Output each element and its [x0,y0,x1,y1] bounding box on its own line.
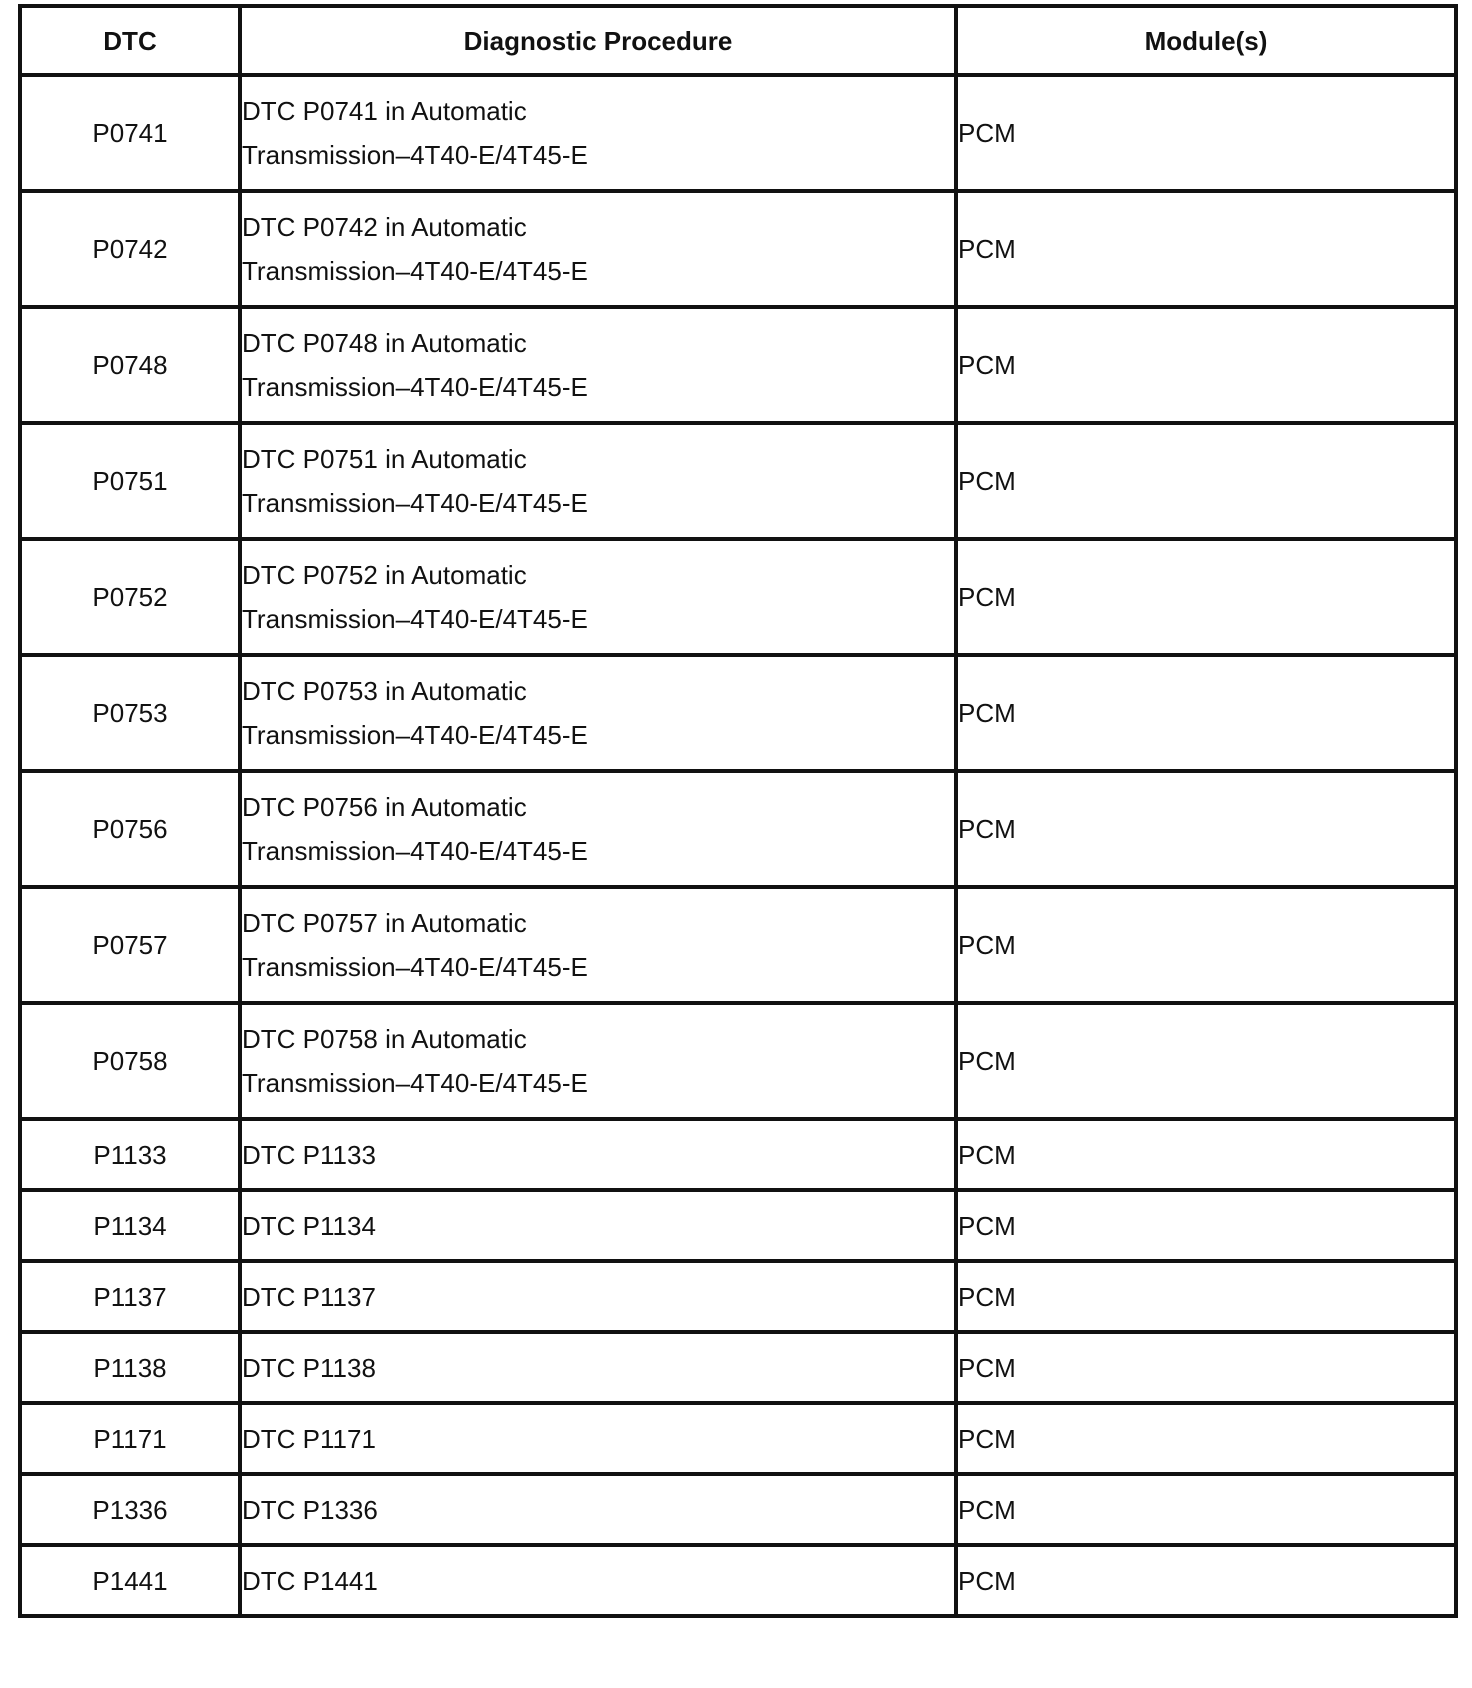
dtc-code: P1138 [20,1332,240,1403]
table-row [20,75,1456,191]
dtc-code: P0756 [20,771,240,887]
procedure-line: DTC P0751 in Automatic [242,444,527,474]
header-diagnostic-procedure: Diagnostic Procedure [240,6,956,75]
dtc-code: P1133 [20,1119,240,1190]
diagnostic-procedure [240,771,956,887]
module: PCM [956,1003,1456,1119]
diagnostic-procedure [240,75,956,191]
procedure-line: DTC P0748 in Automatic [242,328,527,358]
procedure-line: DTC P0742 in Automatic [242,212,527,242]
module: PCM [956,655,1456,771]
module: PCM [956,1545,1456,1616]
dtc-code: P0751 [20,423,240,539]
procedure-line: DTC P0741 in Automatic [242,96,527,126]
table-row [20,887,1456,1003]
module: PCM [956,191,1456,307]
procedure-line: Transmission–4T40-E/4T45-E [242,604,588,634]
dtc-code: P0757 [20,887,240,1003]
table-row [20,1190,1456,1261]
table-row [20,423,1456,539]
module: PCM [956,771,1456,887]
procedure-line: DTC P0753 in Automatic [242,676,527,706]
dtc-code: P0758 [20,1003,240,1119]
diagnostic-procedure [240,1003,956,1119]
diagnostic-procedure [240,191,956,307]
diagnostic-procedure: DTC P1133 [240,1119,956,1190]
procedure-line: Transmission–4T40-E/4T45-E [242,488,588,518]
diagnostic-procedure [240,655,956,771]
diagnostic-procedure: DTC P1336 [240,1474,956,1545]
dtc-code: P1134 [20,1190,240,1261]
diagnostic-procedure [240,423,956,539]
diagnostic-procedure [240,539,956,655]
dtc-code: P1137 [20,1261,240,1332]
table-row [20,1119,1456,1190]
header-dtc: DTC [20,6,240,75]
diagnostic-procedure [240,307,956,423]
module: PCM [956,1474,1456,1545]
procedure-line: DTC P0752 in Automatic [242,560,527,590]
table-row [20,1332,1456,1403]
procedure-line: Transmission–4T40-E/4T45-E [242,372,588,402]
diagnostic-procedure [240,887,956,1003]
procedure-line: Transmission–4T40-E/4T45-E [242,836,588,866]
procedure-line: Transmission–4T40-E/4T45-E [242,952,588,982]
procedure-line: DTC P0757 in Automatic [242,908,527,938]
diagnostic-procedure: DTC P1138 [240,1332,956,1403]
module: PCM [956,1190,1456,1261]
dtc-code: P1171 [20,1403,240,1474]
table-row [20,539,1456,655]
module: PCM [956,1119,1456,1190]
module: PCM [956,307,1456,423]
dtc-code: P1441 [20,1545,240,1616]
procedure-line: Transmission–4T40-E/4T45-E [242,1068,588,1098]
procedure-line: DTC P0758 in Automatic [242,1024,527,1054]
procedure-line: Transmission–4T40-E/4T45-E [242,720,588,750]
dtc-code: P0753 [20,655,240,771]
module: PCM [956,539,1456,655]
table-row [20,1261,1456,1332]
dtc-code: P0748 [20,307,240,423]
table-row [20,1403,1456,1474]
dtc-code: P0742 [20,191,240,307]
diagnostic-procedure: DTC P1171 [240,1403,956,1474]
dtc-code: P1336 [20,1474,240,1545]
table-row [20,771,1456,887]
diagnostic-procedure: DTC P1441 [240,1545,956,1616]
module: PCM [956,1332,1456,1403]
procedure-line: Transmission–4T40-E/4T45-E [242,256,588,286]
dtc-table [18,4,1458,1618]
module: PCM [956,423,1456,539]
procedure-line: DTC P0756 in Automatic [242,792,527,822]
diagnostic-procedure: DTC P1137 [240,1261,956,1332]
module: PCM [956,75,1456,191]
table-row [20,1545,1456,1616]
table-row [20,191,1456,307]
table-row [20,1474,1456,1545]
header-modules: Module(s) [956,6,1456,75]
module: PCM [956,887,1456,1003]
dtc-code: P0752 [20,539,240,655]
module: PCM [956,1261,1456,1332]
module: PCM [956,1403,1456,1474]
table-row [20,655,1456,771]
table-row [20,307,1456,423]
dtc-code: P0741 [20,75,240,191]
procedure-line: Transmission–4T40-E/4T45-E [242,140,588,170]
table-header-row [20,6,1456,75]
diagnostic-procedure: DTC P1134 [240,1190,956,1261]
table-row [20,1003,1456,1119]
